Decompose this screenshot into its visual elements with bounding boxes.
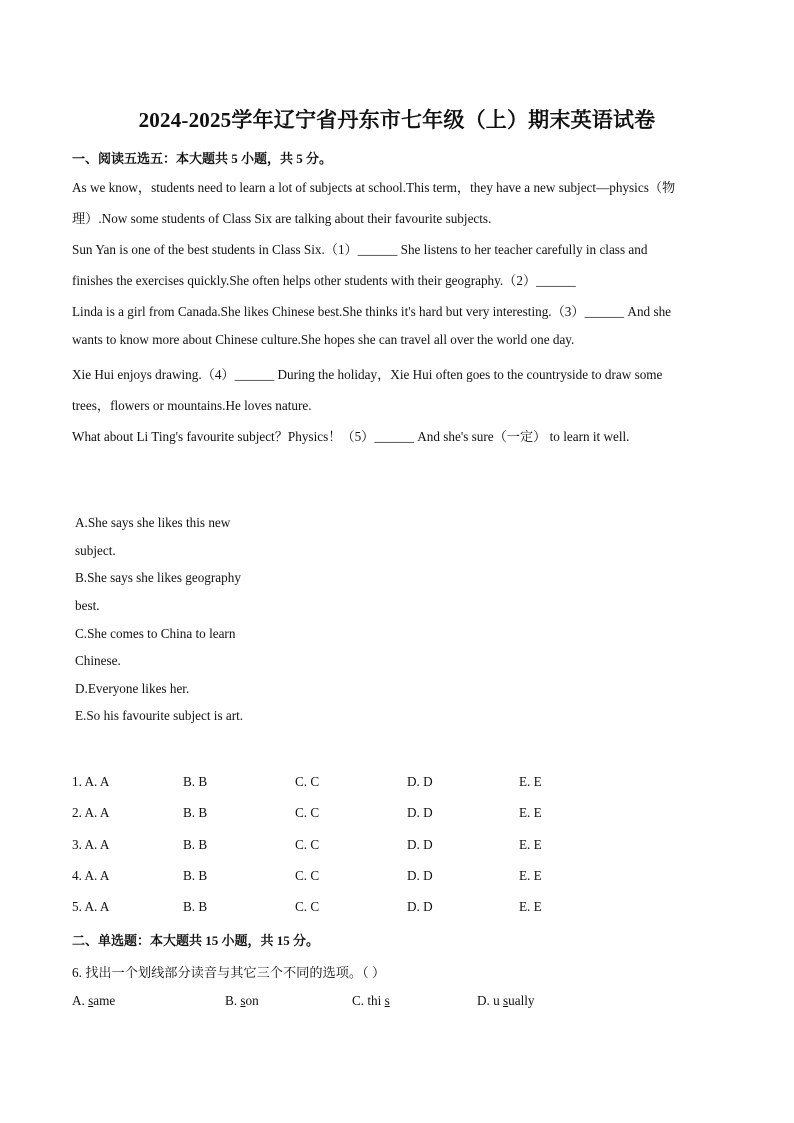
answer-choice[interactable]: C. C bbox=[295, 805, 320, 820]
passage-line: Sun Yan is one of the best students in Class Six.（1）______ She listens to her teacher carefully in class and bbox=[72, 242, 648, 257]
section-heading-single-choice: 二、单选题：本大题共 15 小题，共 15 分。 bbox=[72, 933, 320, 948]
answer-choice[interactable]: D. D bbox=[407, 774, 433, 789]
answer-choice[interactable]: 1. A. A bbox=[72, 774, 110, 789]
option-line: Chinese. bbox=[75, 653, 121, 668]
answer-choice[interactable]: 2. A. A bbox=[72, 805, 110, 820]
passage-line: Xie Hui enjoys drawing.（4）______ During the holiday，Xie Hui often goes to the countryside to draw some bbox=[72, 367, 663, 382]
answer-row bbox=[72, 837, 672, 855]
question-6-options bbox=[72, 993, 672, 1011]
answer-choice[interactable]: E. E bbox=[519, 899, 542, 914]
passage-line: wants to know more about Chinese culture.She hopes she can travel all over the world one day. bbox=[72, 332, 575, 347]
answer-choice[interactable]: B. B bbox=[183, 899, 208, 914]
answer-choice[interactable]: C. C bbox=[295, 774, 320, 789]
passage-line: Linda is a girl from Canada.She likes Chinese best.She thinks it's hard but very interesting.（3）______ And she bbox=[72, 304, 672, 319]
option-line: B.She says she likes geography bbox=[75, 570, 241, 585]
answer-choice[interactable]: D. D bbox=[407, 899, 433, 914]
answer-choice[interactable]: D. D bbox=[407, 805, 433, 820]
answer-choice[interactable]: C. C bbox=[295, 899, 320, 914]
option-line: E.So his favourite subject is art. bbox=[75, 708, 244, 723]
passage-line: As we know，students need to learn a lot of subjects at school.This term，they have a new subject—physics（物 bbox=[72, 180, 676, 195]
passage-line: trees，flowers or mountains.He loves nature. bbox=[72, 398, 312, 413]
answer-choice[interactable]: E. E bbox=[519, 805, 542, 820]
answer-choice[interactable]: B. B bbox=[183, 774, 208, 789]
answer-choice[interactable]: E. E bbox=[519, 837, 542, 852]
q6-option-c[interactable]: C. thi s bbox=[352, 993, 390, 1008]
option-line: C.She comes to China to learn bbox=[75, 626, 236, 641]
answer-choice[interactable]: B. B bbox=[183, 837, 208, 852]
answer-choice[interactable]: E. E bbox=[519, 868, 542, 883]
option-line: best. bbox=[75, 598, 100, 613]
answer-row bbox=[72, 899, 672, 917]
answer-choice[interactable]: B. B bbox=[183, 805, 208, 820]
option-line: D.Everyone likes her. bbox=[75, 681, 190, 696]
q6-option-d[interactable]: D. u sually bbox=[477, 993, 535, 1008]
answer-choice[interactable]: 5. A. A bbox=[72, 899, 110, 914]
answer-choice[interactable]: D. D bbox=[407, 868, 433, 883]
answer-row bbox=[72, 774, 672, 792]
section-heading-reading: 一、阅读五选五：本大题共 5 小题，共 5 分。 bbox=[72, 151, 333, 166]
option-line: A.She says she likes this new bbox=[75, 515, 231, 530]
question-6-stem: 6. 找出一个划线部分读音与其它三个不同的选项。（ ） bbox=[72, 965, 386, 980]
passage-line: 理）.Now some students of Class Six are talking about their favourite subjects. bbox=[72, 211, 492, 226]
q6-option-b[interactable]: B. son bbox=[225, 993, 259, 1008]
page-title: 2024-2025学年辽宁省丹东市七年级（上）期末英语试卷 bbox=[138, 108, 656, 132]
answer-choice[interactable]: 4. A. A bbox=[72, 868, 110, 883]
answer-choice[interactable]: D. D bbox=[407, 837, 433, 852]
answer-choice[interactable]: C. C bbox=[295, 868, 320, 883]
passage-line: finishes the exercises quickly.She often helps other students with their geography.（2）______ bbox=[72, 273, 576, 288]
answer-choice[interactable]: C. C bbox=[295, 837, 320, 852]
answer-choice[interactable]: B. B bbox=[183, 868, 208, 883]
passage-line: What about Li Ting's favourite subject？Physics！（5）______ And she's sure（一定） to learn it well. bbox=[72, 429, 630, 444]
answer-row bbox=[72, 805, 672, 823]
answer-choice[interactable]: E. E bbox=[519, 774, 542, 789]
answer-row bbox=[72, 868, 672, 886]
answer-choice[interactable]: 3. A. A bbox=[72, 837, 110, 852]
option-line: subject. bbox=[75, 543, 116, 558]
q6-option-a[interactable]: A. same bbox=[72, 993, 116, 1008]
